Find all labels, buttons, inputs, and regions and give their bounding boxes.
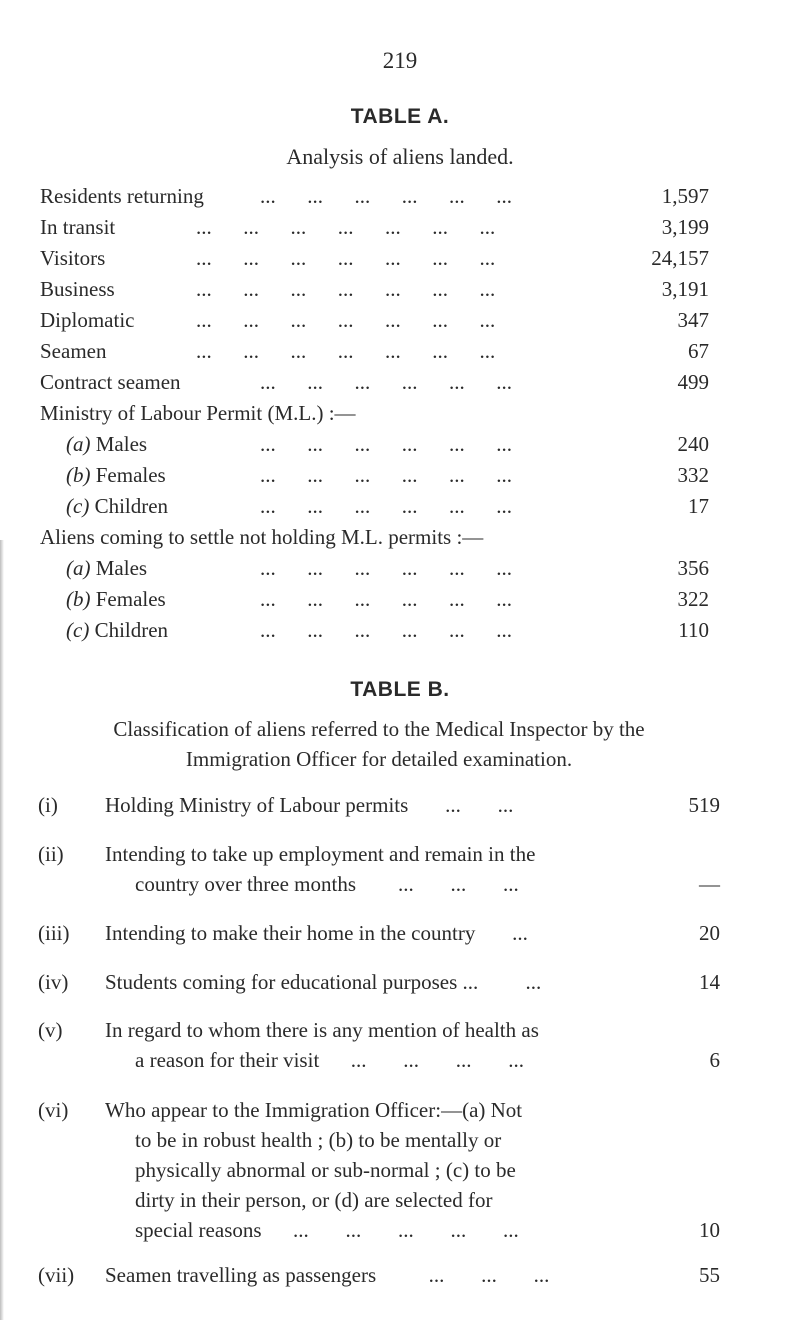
item-number: (i) xyxy=(38,793,58,817)
table-a-row: (b) Females ... ... ... ... ... ... 322 xyxy=(0,584,800,614)
item-number: (iv) xyxy=(38,970,69,994)
row-value: 356 xyxy=(677,556,709,580)
table-a-row: Diplomatic ... ... ... ... ... ... ... 347 xyxy=(0,305,800,335)
row-label: Children xyxy=(94,494,169,518)
row-value: 347 xyxy=(677,308,709,332)
item-number: (v) xyxy=(38,1018,63,1042)
ml-permit-heading: Ministry of Labour Permit (M.L.) :— xyxy=(40,401,356,425)
table-a-row: (a) Males ... ... ... ... ... ... 240 xyxy=(0,429,800,459)
row-label: Visitors xyxy=(40,246,106,270)
item-value: — xyxy=(699,872,720,896)
row-value: 17 xyxy=(688,494,709,518)
row-value: 322 xyxy=(677,587,709,611)
table-a-row: (b) Females ... ... ... ... ... ... 332 xyxy=(0,460,800,490)
row-value: 332 xyxy=(677,463,709,487)
item-text: Intending to take up employment and remain in the xyxy=(105,842,536,866)
table-a-title: TABLE A. xyxy=(350,105,450,128)
item-value: 10 xyxy=(699,1218,720,1242)
item-text: special reasons xyxy=(135,1218,262,1242)
item-value: 20 xyxy=(699,921,720,945)
item-value: 519 xyxy=(688,793,720,817)
row-value: 24,157 xyxy=(651,246,709,270)
row-label: Females xyxy=(95,463,166,487)
table-a-row: (c) Children ... ... ... ... ... ... 17 xyxy=(0,491,800,521)
row-value: 499 xyxy=(677,370,709,394)
row-marker: (a) xyxy=(66,556,91,580)
item-text: Who appear to the Immigration Officer:—(a) Not xyxy=(105,1098,523,1122)
item-text: country over three months xyxy=(135,872,357,896)
row-marker: (a) xyxy=(66,432,91,456)
row-value: 3,191 xyxy=(661,277,709,301)
item-text: dirty in their person, or (d) are selected for xyxy=(135,1188,493,1212)
item-value: 14 xyxy=(699,970,720,994)
item-text: Students coming for educational purposes ... xyxy=(105,970,479,994)
table-a-row: Residents returning ... ... ... ... ... ... 1,597 xyxy=(0,181,800,211)
row-label: Residents returning xyxy=(40,184,204,208)
item-number: (vi) xyxy=(38,1098,69,1122)
table-a-row: Visitors ... ... ... ... ... ... ... 24,157 xyxy=(0,243,800,273)
settle-heading: Aliens coming to settle not holding M.L. permits :— xyxy=(40,525,484,549)
row-marker: (b) xyxy=(66,463,91,487)
row-value: 1,597 xyxy=(661,184,709,208)
table-a-row: Business ... ... ... ... ... ... ... 3,191 xyxy=(0,274,800,304)
row-label: Females xyxy=(95,587,166,611)
item-number: (vii) xyxy=(38,1263,75,1287)
table-a-subtitle: Analysis of aliens landed. xyxy=(286,144,514,169)
table-a-row: In transit ... ... ... ... ... ... ... 3,199 xyxy=(0,212,800,242)
row-label: Business xyxy=(40,277,115,301)
row-value: 3,199 xyxy=(661,215,709,239)
row-label: Males xyxy=(95,556,148,580)
row-label: Diplomatic xyxy=(40,308,135,332)
item-text: In regard to whom there is any mention of health as xyxy=(105,1018,539,1042)
row-value: 67 xyxy=(688,339,709,363)
table-a-row: (c) Children ... ... ... ... ... ... 110 xyxy=(0,615,800,645)
item-text: physically abnormal or sub-normal ; (c) to be xyxy=(135,1158,516,1182)
row-value: 240 xyxy=(677,432,709,456)
row-label: Males xyxy=(95,432,148,456)
table-a-row: Seamen ... ... ... ... ... ... ... 67 xyxy=(0,336,800,366)
row-marker: (c) xyxy=(66,494,90,518)
page-number: 219 xyxy=(382,48,418,73)
table-b-heading xyxy=(39,714,719,774)
row-value: 110 xyxy=(678,618,709,642)
row-label: Seamen xyxy=(40,339,107,363)
item-number: (iii) xyxy=(38,921,70,945)
row-marker: (c) xyxy=(66,618,90,642)
item-text: to be in robust health ; (b) to be mentally or xyxy=(135,1128,502,1152)
table-a-row: Contract seamen ... ... ... ... ... ... 499 xyxy=(0,367,800,397)
item-value: 55 xyxy=(699,1263,720,1287)
row-marker: (b) xyxy=(66,587,91,611)
table-b-heading-line: Classification of aliens referred to the Medical Inspector by the xyxy=(113,717,645,741)
row-label: Children xyxy=(94,618,169,642)
table-b-title: TABLE B. xyxy=(350,678,450,701)
item-number: (ii) xyxy=(38,842,64,866)
item-text: Intending to make their home in the country xyxy=(105,921,476,945)
table-a-row: (a) Males ... ... ... ... ... ... 356 xyxy=(0,553,800,583)
item-text: Holding Ministry of Labour permits xyxy=(105,793,409,817)
table-b-heading-line: Immigration Officer for detailed examination. xyxy=(185,747,573,771)
item-value: 6 xyxy=(709,1048,720,1072)
item-text: a reason for their visit xyxy=(135,1048,320,1072)
item-text: Seamen travelling as passengers xyxy=(105,1263,377,1287)
row-label: In transit xyxy=(40,215,116,239)
row-label: Contract seamen xyxy=(40,370,181,394)
page-edge-shadow xyxy=(0,540,4,1320)
